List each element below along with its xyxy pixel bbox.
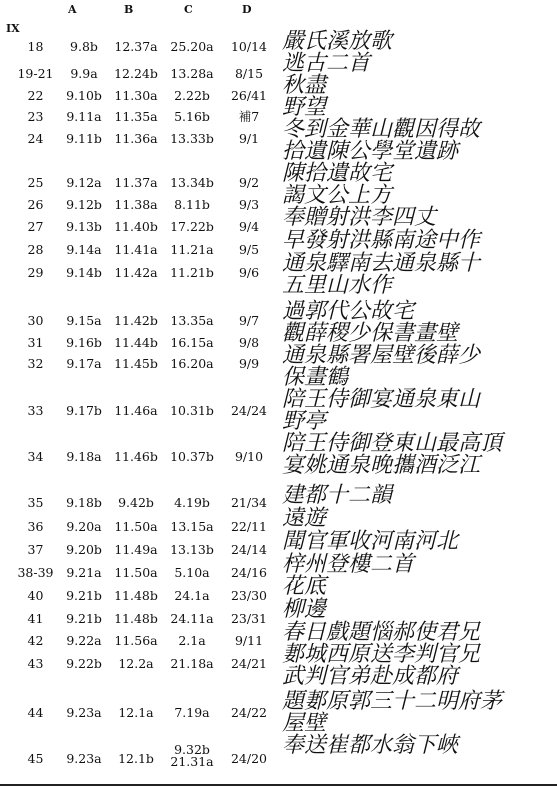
cell-b: 9.42b xyxy=(118,495,154,510)
cell-c: 9.32b xyxy=(174,742,210,757)
cell-b: 11.44b xyxy=(114,335,158,350)
poem-title-continued: 屋壁 xyxy=(282,711,327,736)
cell-a: 9.16b xyxy=(66,335,102,350)
cell-d: 9/11 xyxy=(234,633,264,648)
row-number: 30 xyxy=(27,313,44,328)
cell-b: 11.42a xyxy=(114,265,158,280)
cell-a: 9.11b xyxy=(66,131,102,146)
cell-b: 11.41a xyxy=(114,242,158,257)
column-header-d: D xyxy=(242,3,252,16)
poem-title: 聞官軍收河南河北 xyxy=(282,529,459,554)
row-number: 42 xyxy=(27,633,44,648)
row-number: 35 xyxy=(27,495,44,510)
row-number: 23 xyxy=(27,109,44,124)
cell-b: 11.40b xyxy=(114,219,158,234)
cell-c: 10.31b xyxy=(170,403,214,418)
cell-b: 11.35a xyxy=(114,109,158,124)
row-number: 18 xyxy=(27,39,44,54)
cell-c: 24.11a xyxy=(170,611,214,626)
cell-d: 9/10 xyxy=(234,449,264,464)
cell-b: 11.46a xyxy=(114,403,158,418)
row-number: 28 xyxy=(27,242,44,257)
cell-b: 11.37a xyxy=(114,175,158,190)
poem-title: 陳拾遺故宅 xyxy=(282,161,393,186)
cell-c: 24.1a xyxy=(174,588,210,603)
cell-a: 9.21a xyxy=(66,565,102,580)
poem-title: 過郭代公故宅 xyxy=(282,299,415,324)
cell-b: 12.1b xyxy=(118,751,154,766)
cell-a: 9.20b xyxy=(66,542,102,557)
row-number: 45 xyxy=(27,751,44,766)
cell-d: 24/14 xyxy=(230,542,268,557)
cell-c: 13.35a xyxy=(170,313,214,328)
row-number: 37 xyxy=(27,542,44,557)
cell-b: 11.46b xyxy=(114,449,158,464)
cell-c: 13.15a xyxy=(170,519,214,534)
cell-d: 9/1 xyxy=(238,131,260,146)
row-number: 32 xyxy=(27,356,44,371)
cell-c: 5.16b xyxy=(174,109,210,124)
cell-a: 9.18a xyxy=(66,449,102,464)
cell-c: 13.34b xyxy=(170,175,214,190)
cell-c: 17.22b xyxy=(170,219,214,234)
row-number: 27 xyxy=(27,219,44,234)
poem-title-continued: 武判官弟赴成都府 xyxy=(282,664,459,689)
row-number: 31 xyxy=(27,335,44,350)
poem-title: 郪城西原送李判官兄 xyxy=(282,642,481,667)
poem-title: 謁文公上方 xyxy=(282,183,393,208)
cell-b: 11.30a xyxy=(114,88,158,103)
row-number: 38-39 xyxy=(17,565,54,580)
cell-d: 22/11 xyxy=(230,519,268,534)
cell-a: 9.23a xyxy=(66,705,102,720)
cell-a: 9.14a xyxy=(66,242,102,257)
cell-a: 9.17b xyxy=(66,403,102,418)
cell-d: 8/15 xyxy=(234,66,264,81)
cell-d: 24/21 xyxy=(230,656,268,671)
cell-d: 10/14 xyxy=(230,39,268,54)
cell-b: 12.2a xyxy=(118,656,154,671)
poem-title-continued: 拾遺陳公學堂遺跡 xyxy=(282,139,459,164)
cell-b: 11.56a xyxy=(114,633,158,648)
row-number: 25 xyxy=(27,175,44,190)
cell-c: 11.21a xyxy=(170,242,214,257)
cell-b: 11.49a xyxy=(114,542,158,557)
column-header-b: B xyxy=(124,3,134,16)
cell-c: 16.15a xyxy=(170,335,214,350)
column-header-c: C xyxy=(184,3,193,16)
cell-d: 9/2 xyxy=(238,175,260,190)
bottom-rule xyxy=(0,784,557,786)
poem-title: 秋盡 xyxy=(282,73,327,98)
poem-title: 春日戲題惱郝使君兄 xyxy=(282,620,481,645)
cell-d: 9/7 xyxy=(238,313,260,328)
poem-title: 建都十二韻 xyxy=(282,483,393,508)
cell-d: 9/3 xyxy=(238,197,260,212)
poem-title: 柳邊 xyxy=(282,597,327,622)
cell-c: 11.21b xyxy=(170,265,214,280)
cell-a: 9.11a xyxy=(66,109,102,124)
row-number: 24 xyxy=(27,131,44,146)
cell-a: 9.20a xyxy=(66,519,102,534)
cell-a: 9.23a xyxy=(66,751,102,766)
cell-a: 9.22b xyxy=(66,656,102,671)
cell-a: 9.13b xyxy=(66,219,102,234)
cell-a: 9.21b xyxy=(66,588,102,603)
poem-title: 花底 xyxy=(282,574,327,599)
row-number: 43 xyxy=(27,656,44,671)
poem-title: 陪王侍御登東山最高頂 xyxy=(282,431,503,456)
cell-b: 11.38a xyxy=(114,197,158,212)
poem-title: 逃古二首 xyxy=(282,51,371,76)
row-number: 44 xyxy=(27,705,44,720)
cell-d: 9/4 xyxy=(238,219,260,234)
poem-title-continued: 宴姚通泉晚攜酒泛江 xyxy=(282,453,481,478)
cell-c: 7.19a xyxy=(174,705,210,720)
cell-c: 8.11b xyxy=(174,197,210,212)
poem-title: 奉送崔都水翁下峽 xyxy=(282,733,459,758)
column-header-a: A xyxy=(68,3,77,16)
row-number: 34 xyxy=(27,449,44,464)
cell-d: 24/20 xyxy=(230,751,268,766)
section-label: IX xyxy=(6,22,20,35)
row-number: 41 xyxy=(27,611,44,626)
cell-d: 21/34 xyxy=(230,495,268,510)
row-number: 36 xyxy=(27,519,44,534)
poem-title-continued: 保畫鶴 xyxy=(282,365,349,390)
cell-d: 24/16 xyxy=(230,565,268,580)
cell-a: 9.9a xyxy=(70,66,98,81)
poem-title: 野望 xyxy=(282,95,327,120)
cell-b: 11.36a xyxy=(114,131,158,146)
poem-title: 早發射洪縣南途中作 xyxy=(282,228,481,253)
cell-c: 16.20a xyxy=(170,356,214,371)
poem-title: 題郪原郭三十二明府茅 xyxy=(282,689,503,714)
cell-d: 補7 xyxy=(238,109,260,124)
cell-d: 9/6 xyxy=(238,265,260,280)
cell-d: 9/8 xyxy=(238,335,260,350)
cell-d: 23/30 xyxy=(230,588,268,603)
cell-b: 12.24b xyxy=(114,66,158,81)
cell-d: 24/24 xyxy=(230,403,268,418)
poem-title: 冬到金華山觀因得故 xyxy=(282,117,481,142)
cell-a: 9.12a xyxy=(66,175,102,190)
cell-b: 11.45b xyxy=(114,356,158,371)
cell-a: 9.8b xyxy=(70,39,98,54)
row-number: 29 xyxy=(27,265,44,280)
cell-c: 13.13b xyxy=(170,542,214,557)
cell-a: 9.22a xyxy=(66,633,102,648)
cell-c: 2.1a xyxy=(178,633,206,648)
row-number: 40 xyxy=(27,588,44,603)
cell-d: 26/41 xyxy=(230,88,268,103)
cell-b: 12.37a xyxy=(114,39,158,54)
poem-title: 嚴氏溪放歌 xyxy=(282,29,393,54)
cell-c: 13.33b xyxy=(170,131,214,146)
row-number: 26 xyxy=(27,197,44,212)
cell-d: 23/31 xyxy=(230,611,268,626)
poem-title: 奉贈射洪李四丈 xyxy=(282,205,437,230)
cell-b: 11.50a xyxy=(114,519,158,534)
cell-b: 11.48b xyxy=(114,611,158,626)
cell-c: 21.18a xyxy=(170,656,214,671)
row-number: 22 xyxy=(27,88,44,103)
poem-title: 遠遊 xyxy=(282,506,327,531)
poem-title: 通泉縣署屋壁後薛少 xyxy=(282,343,481,368)
poem-title: 陪王侍御宴通泉東山 xyxy=(282,387,481,412)
cell-a: 9.18b xyxy=(66,495,102,510)
cell-c: 25.20a xyxy=(170,39,214,54)
cell-c: 2.22b xyxy=(174,88,210,103)
cell-c: 5.10a xyxy=(174,565,210,580)
cell-a: 9.17a xyxy=(66,356,102,371)
cell-b: 11.50a xyxy=(114,565,158,580)
cell-c: 21.31a xyxy=(170,754,214,769)
poem-title-continued: 五里山水作 xyxy=(282,273,393,298)
row-number: 19-21 xyxy=(17,66,54,81)
cell-b: 11.42b xyxy=(114,313,158,328)
poem-title: 梓州登樓二首 xyxy=(282,552,415,577)
poem-title: 通泉驛南去通泉縣十 xyxy=(282,251,481,276)
poem-title-continued: 野亭 xyxy=(282,409,327,434)
cell-a: 9.21b xyxy=(66,611,102,626)
cell-c: 4.19b xyxy=(174,495,210,510)
cell-b: 12.1a xyxy=(118,705,154,720)
cell-a: 9.15a xyxy=(66,313,102,328)
cell-c: 10.37b xyxy=(170,449,214,464)
row-number: 33 xyxy=(27,403,44,418)
cell-b: 11.48b xyxy=(114,588,158,603)
cell-a: 9.10b xyxy=(66,88,102,103)
cell-c: 13.28a xyxy=(170,66,214,81)
cell-d: 9/5 xyxy=(238,242,260,257)
cell-d: 9/9 xyxy=(238,356,260,371)
cell-a: 9.14b xyxy=(66,265,102,280)
poem-title: 觀薛稷少保書畫壁 xyxy=(282,321,459,346)
cell-a: 9.12b xyxy=(66,197,102,212)
cell-d: 24/22 xyxy=(230,705,268,720)
